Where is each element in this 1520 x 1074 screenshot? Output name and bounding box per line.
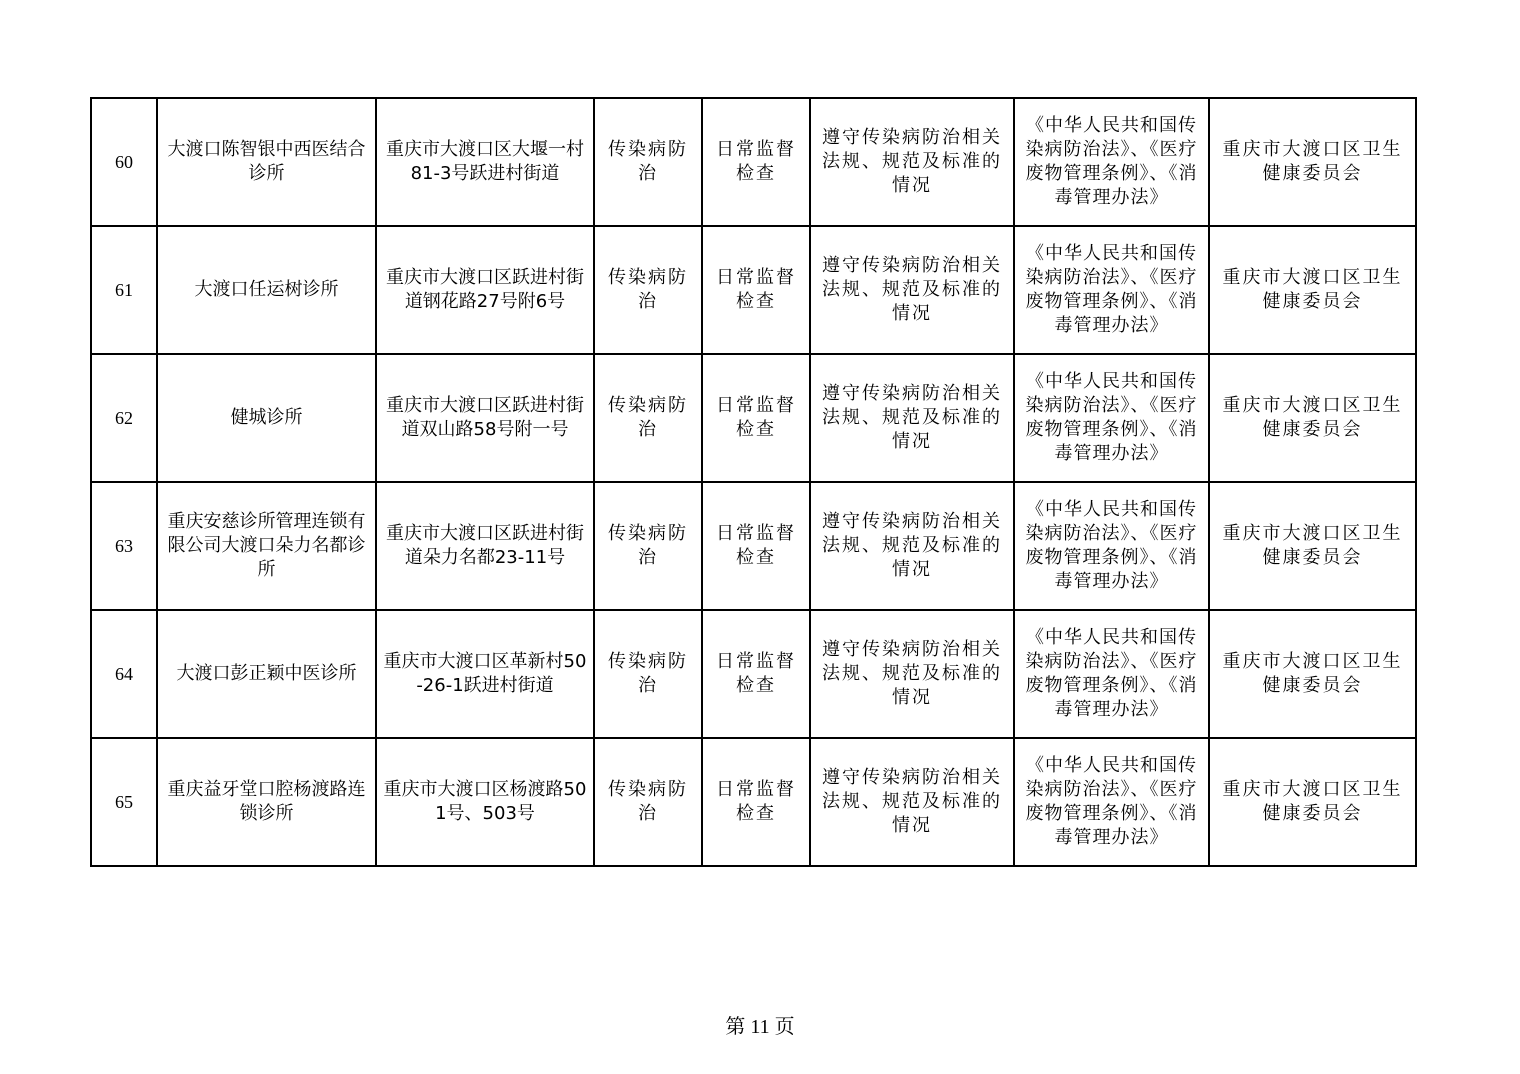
inspection-category: 传染病防治 [594, 482, 702, 610]
inspection-method: 日常监督检查 [702, 482, 810, 610]
inspecting-agency: 重庆市大渡口区卫生健康委员会 [1209, 610, 1416, 738]
inspection-category: 传染病防治 [594, 98, 702, 226]
inspecting-agency: 重庆市大渡口区卫生健康委员会 [1209, 738, 1416, 866]
table-row [91, 226, 1416, 354]
inspection-method: 日常监督检查 [702, 354, 810, 482]
legal-basis: 《中华人民共和国传染病防治法》、《医疗废物管理条例》、《消毒管理办法》 [1014, 482, 1209, 610]
inspection-method: 日常监督检查 [702, 226, 810, 354]
inspection-method: 日常监督检查 [702, 738, 810, 866]
inspection-table [90, 97, 1417, 867]
clinic-name: 大渡口陈智银中西医结合诊所 [157, 98, 376, 226]
inspecting-agency: 重庆市大渡口区卫生健康委员会 [1209, 98, 1416, 226]
page-number: 第 11 页 [725, 1016, 795, 1038]
clinic-address: 重庆市大渡口区大堰一村81-3号跃进村街道 [376, 98, 594, 226]
clinic-name: 大渡口彭正颖中医诊所 [157, 610, 376, 738]
clinic-address: 重庆市大渡口区跃进村街道钢花路27号附6号 [376, 226, 594, 354]
clinic-address: 重庆市大渡口区杨渡路501号、503号 [376, 738, 594, 866]
clinic-name: 健城诊所 [157, 354, 376, 482]
row-number: 64 [91, 610, 157, 738]
row-number: 60 [91, 98, 157, 226]
table-row [91, 738, 1416, 866]
table-row [91, 354, 1416, 482]
row-number: 63 [91, 482, 157, 610]
clinic-name: 大渡口任运树诊所 [157, 226, 376, 354]
legal-basis: 《中华人民共和国传染病防治法》、《医疗废物管理条例》、《消毒管理办法》 [1014, 610, 1209, 738]
clinic-address: 重庆市大渡口区跃进村街道双山路58号附一号 [376, 354, 594, 482]
clinic-name: 重庆益牙堂口腔杨渡路连锁诊所 [157, 738, 376, 866]
row-number: 62 [91, 354, 157, 482]
row-number: 61 [91, 226, 157, 354]
inspection-category: 传染病防治 [594, 354, 702, 482]
table-body [91, 98, 1416, 866]
inspection-item: 遵守传染病防治相关法规、规范及标准的情况 [810, 482, 1014, 610]
inspecting-agency: 重庆市大渡口区卫生健康委员会 [1209, 354, 1416, 482]
inspection-item: 遵守传染病防治相关法规、规范及标准的情况 [810, 610, 1014, 738]
clinic-address: 重庆市大渡口区跃进村街道朵力名都23-11号 [376, 482, 594, 610]
inspection-item: 遵守传染病防治相关法规、规范及标准的情况 [810, 226, 1014, 354]
legal-basis: 《中华人民共和国传染病防治法》、《医疗废物管理条例》、《消毒管理办法》 [1014, 98, 1209, 226]
inspection-category: 传染病防治 [594, 738, 702, 866]
inspection-item: 遵守传染病防治相关法规、规范及标准的情况 [810, 98, 1014, 226]
inspection-method: 日常监督检查 [702, 98, 810, 226]
legal-basis: 《中华人民共和国传染病防治法》、《医疗废物管理条例》、《消毒管理办法》 [1014, 354, 1209, 482]
inspection-item: 遵守传染病防治相关法规、规范及标准的情况 [810, 354, 1014, 482]
inspection-category: 传染病防治 [594, 226, 702, 354]
table-row [91, 98, 1416, 226]
inspection-method: 日常监督检查 [702, 610, 810, 738]
clinic-name: 重庆安慈诊所管理连锁有限公司大渡口朵力名都诊所 [157, 482, 376, 610]
legal-basis: 《中华人民共和国传染病防治法》、《医疗废物管理条例》、《消毒管理办法》 [1014, 738, 1209, 866]
clinic-address: 重庆市大渡口区革新村50-26-1跃进村街道 [376, 610, 594, 738]
row-number: 65 [91, 738, 157, 866]
inspecting-agency: 重庆市大渡口区卫生健康委员会 [1209, 226, 1416, 354]
inspection-category: 传染病防治 [594, 610, 702, 738]
inspecting-agency: 重庆市大渡口区卫生健康委员会 [1209, 482, 1416, 610]
inspection-item: 遵守传染病防治相关法规、规范及标准的情况 [810, 738, 1014, 866]
table-row [91, 610, 1416, 738]
legal-basis: 《中华人民共和国传染病防治法》、《医疗废物管理条例》、《消毒管理办法》 [1014, 226, 1209, 354]
table-row [91, 482, 1416, 610]
